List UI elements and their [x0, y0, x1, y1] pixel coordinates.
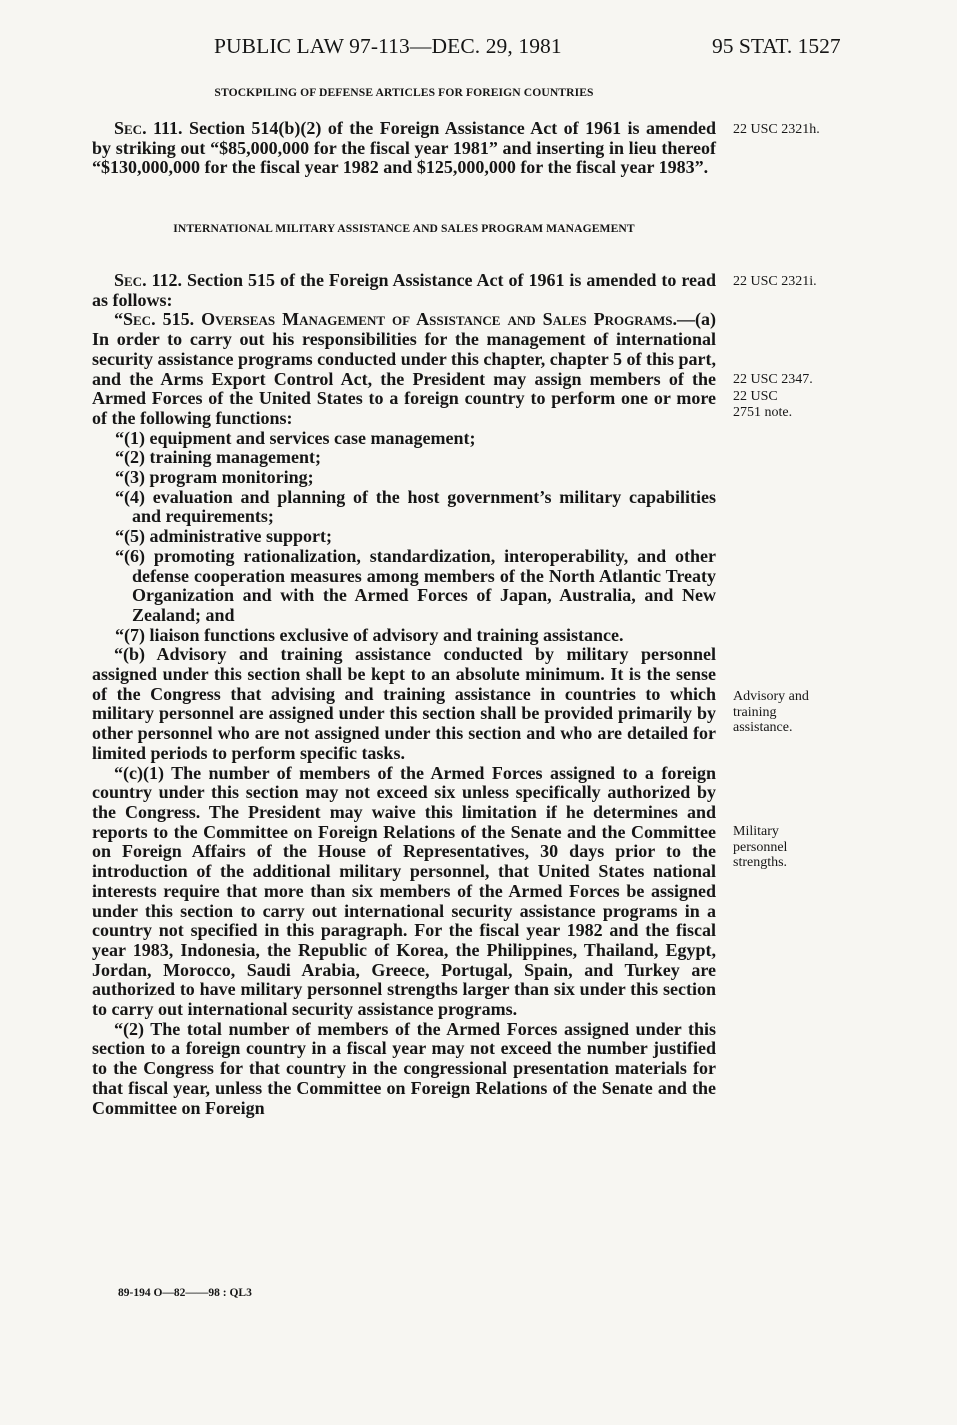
function-item: “(1) equipment and services case management; — [115, 427, 476, 448]
function-item: “(3) program monitoring; — [115, 467, 314, 488]
section-111-label: Sec. 111. — [114, 118, 183, 138]
function-item: “(7) liaison functions exclusive of advisory and training assistance. — [115, 624, 624, 645]
section-515-label: “Sec. 515. Overseas Management of Assistance and Sales Programs. — [114, 309, 677, 330]
subsection-c1-paragraph: “(c)(1) The number of members of the Armed Forces assigned to a foreign country under this section may not exceed six unless specifically authorized by the Congress. The President may waive this limitation if he determines and reports to the Committee on Foreign Relations of the Senate and the Committee on Foreign Affairs of the House of Representatives, 30 days prior to the introduction of the additional military personnel, that United States national interests require that more than six members of the Armed Forces be assigned under this section to carry out international security assistance programs in a country not specified in this paragraph. For the fiscal year 1982 and the fiscal year 1983, Indonesia, the Republic of Korea, the Philippines, Thailand, Egypt, Jordan, Morocco, Saudi Arabia, Greece, Portugal, Spain, and Turkey are authorized to have military personnel strengths larger than six under this section to carry out international security assistance programs. — [92, 762, 716, 1020]
function-item: “(5) administrative support; — [115, 526, 332, 547]
margin-note-advisory-training: Advisory and training assistance. — [733, 689, 809, 735]
section-111-text: Section 514(b)(2) of the Foreign Assistance Act of 1961 is amended by striking out “$85,000,000 for the fiscal year 1981” and inserting in lieu thereof “$130,000,000 for the fiscal year 1982 and $125,000,000 for the fiscal year 1983”. — [92, 118, 716, 178]
subsection-c2-paragraph: “(2) The total number of members of the Armed Forces assigned under this section to a foreign country in a fiscal year may not exceed the number justified to the Congress for that country in the congressional presentation materials for that fiscal year, unless the Committee on Foreign Relations of the Senate and the Committee on Foreign — [92, 1018, 716, 1118]
section-111-body — [92, 119, 716, 178]
function-item: “(2) training management; — [115, 447, 321, 468]
section-515-paragraph — [92, 310, 716, 428]
section-112-body — [92, 271, 716, 1118]
section-111-paragraph — [92, 119, 716, 178]
subsection-b-paragraph: “(b) Advisory and training assistance conducted by military personnel assigned under this section shall be kept to an absolute minimum. It is the sense of the Congress that advising and training assistance in countries to which military personnel are assigned under this section shall be provided primarily by other personnel who are not assigned under this section and who are detailed for limited periods to perform specific tasks. — [92, 644, 716, 763]
header-title: PUBLIC LAW 97-113—DEC. 29, 1981 — [214, 34, 562, 58]
margin-note-military-personnel: Military personnel strengths. — [733, 824, 788, 870]
page-footer-code: 89-194 O—82——98 : QL3 — [118, 1287, 252, 1299]
page-header — [0, 34, 957, 64]
margin-note-22-usc-2321h: 22 USC 2321h. — [733, 122, 820, 137]
section-111-heading: STOCKPILING OF DEFENSE ARTICLES FOR FOREIGN COUNTRIES — [214, 86, 594, 99]
function-item: “(6) promoting rationalization, standardization, interoperability, and other defense cooperation measures among members of the North Atlantic Treaty Organization and with the Armed Forces of Japan, Australia, and New Zealand; and — [115, 545, 716, 625]
section-112-label: Sec. 112. — [114, 270, 183, 290]
margin-note-22-usc-2347: 22 USC 2347. — [733, 372, 813, 387]
section-112-paragraph — [92, 271, 716, 310]
function-item: “(4) evaluation and planning of the host government’s military capabilities and requirements; — [115, 486, 716, 527]
margin-note-22-usc-2751-note: 22 USC 2751 note. — [733, 389, 793, 420]
section-515-text: —(a) In order to carry out his responsibilities for the management of international security assistance programs conducted under this chapter, chapter 5 of this part, and the Arms Export Control Act, the President may assign members of the Armed Forces of the United States to a foreign country to perform one or more of the following functions: — [92, 309, 716, 428]
header-stat-citation: 95 STAT. 1527 — [712, 34, 841, 58]
section-112-text: Section 515 of the Foreign Assistance Act of 1961 is amended to read as follows: — [92, 270, 717, 310]
margin-note-22-usc-2321i: 22 USC 2321i. — [733, 274, 817, 289]
section-112-heading: INTERNATIONAL MILITARY ASSISTANCE AND SALES PROGRAM MANAGEMENT — [173, 222, 635, 235]
